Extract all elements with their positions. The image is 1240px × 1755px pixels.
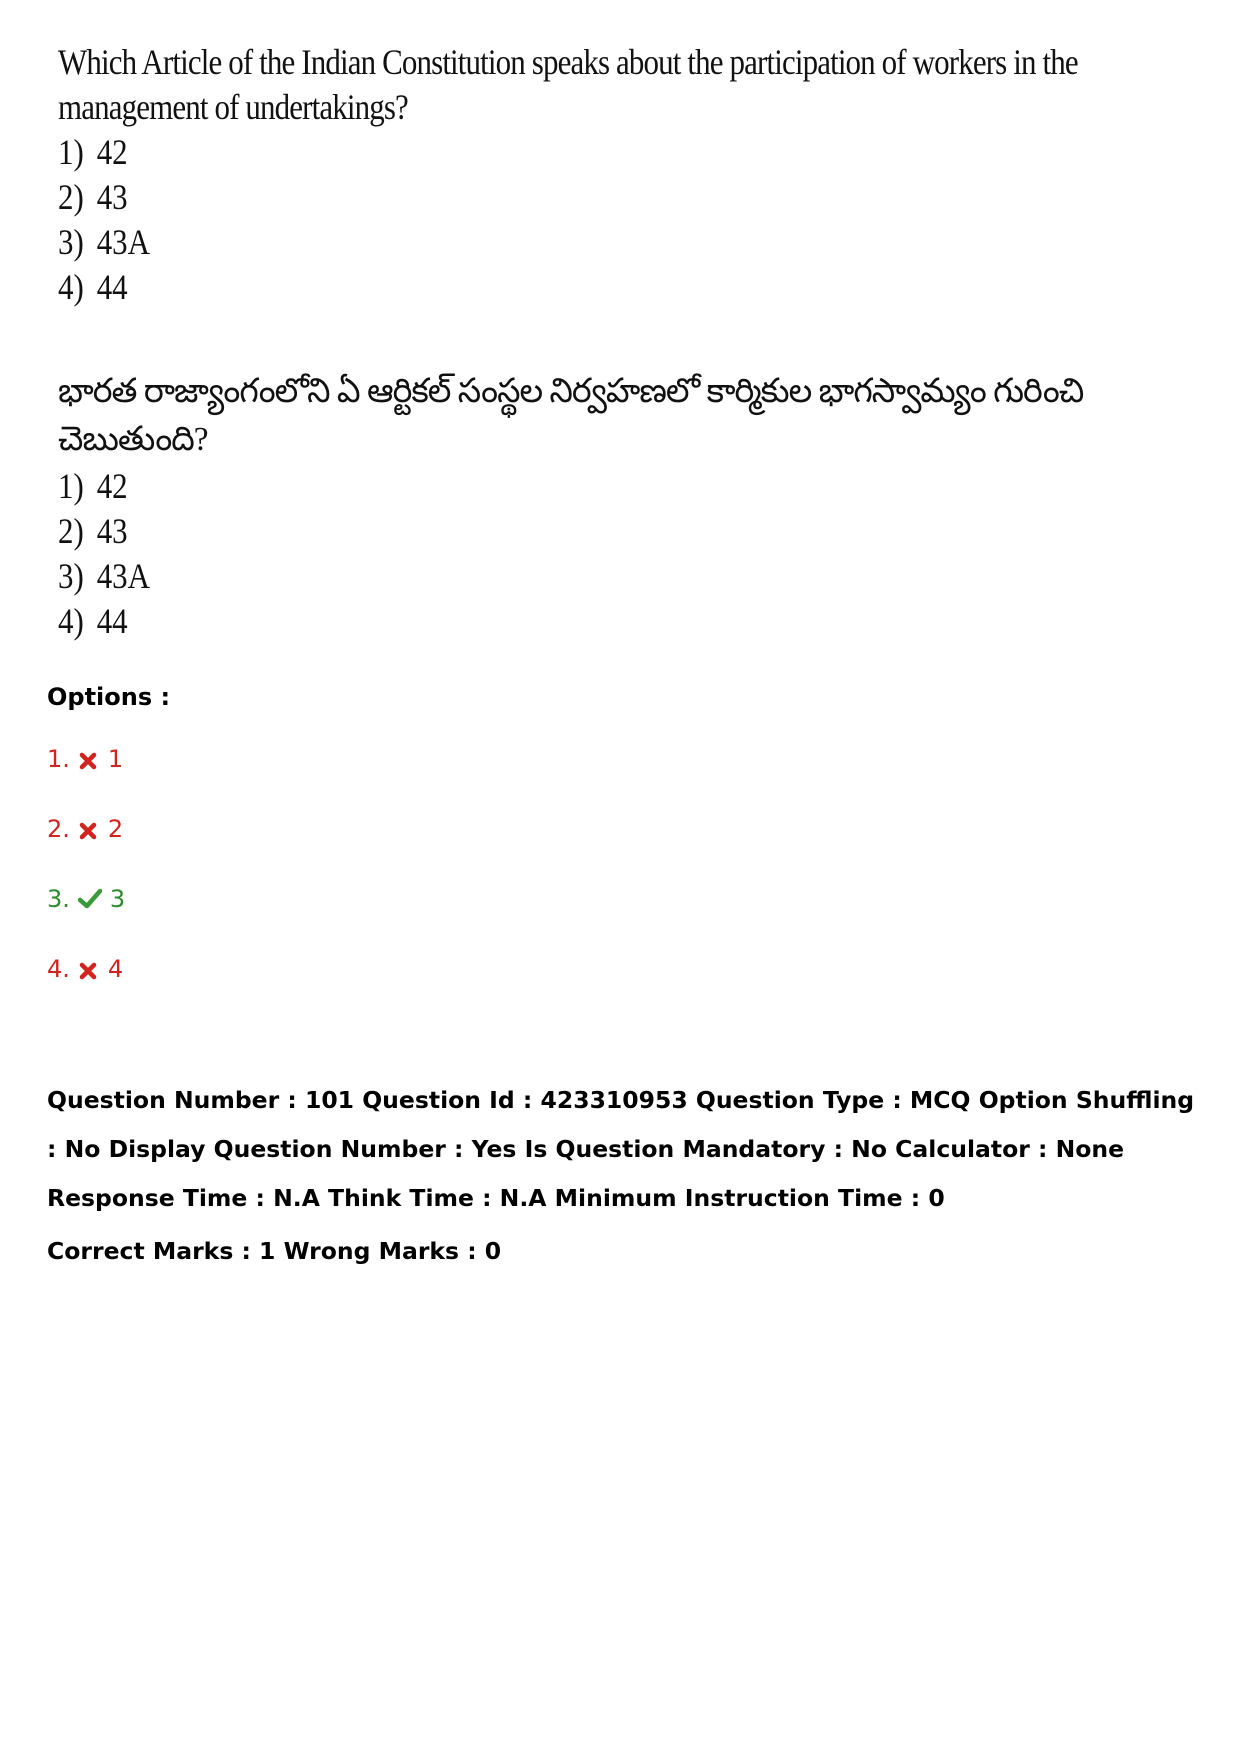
question-option (58, 175, 1078, 220)
answer-value: 2 (107, 815, 124, 843)
cross-icon (78, 817, 98, 841)
option-text: 43 (96, 177, 128, 217)
option-text: 42 (96, 132, 128, 172)
answer-value: 3 (109, 885, 126, 913)
question-option (58, 554, 958, 599)
option-text: 42 (96, 466, 128, 506)
option-number: 1) (58, 466, 84, 506)
check-icon (78, 887, 102, 911)
question-telugu (58, 368, 1104, 644)
question-english (58, 40, 1240, 310)
question-option (58, 130, 1078, 175)
question-option (58, 599, 958, 644)
question-stem-line: management of undertakings? (58, 87, 408, 127)
question-option (58, 509, 958, 554)
question-stem-line: Which Article of the Indian Constitution speaks about the participation of workers in the (58, 42, 1078, 82)
answer-value: 4 (107, 955, 124, 983)
answer-option-3 (47, 885, 125, 955)
option-number: 4) (58, 601, 84, 641)
question-option (58, 464, 958, 509)
answer-number: 3. (47, 885, 70, 913)
option-text: 44 (96, 267, 128, 307)
answer-number: 4. (47, 955, 70, 983)
option-number: 2) (58, 511, 84, 551)
option-text: 43A (96, 222, 151, 262)
answer-number: 1. (47, 745, 70, 773)
question-stem-line: చెబుతుంది? (58, 421, 208, 458)
option-number: 3) (58, 556, 84, 596)
marks-info: Correct Marks : 1 Wrong Marks : 0 (47, 1237, 502, 1265)
answer-value: 1 (107, 745, 124, 773)
answer-number: 2. (47, 815, 70, 843)
options-heading: Options : (47, 683, 171, 711)
option-number: 1) (58, 132, 84, 172)
cross-icon (78, 957, 98, 981)
question-stem-line: భారత రాజ్యాంగంలోని ఏ ఆర్టికల్ సంస్థల నిర్వహణలో కార్మికుల భాగస్వామ్యం గురించి (58, 373, 1084, 410)
question-option (58, 220, 1078, 265)
option-text: 43 (96, 511, 128, 551)
answer-option-4 (47, 955, 125, 1025)
cross-icon (78, 747, 98, 771)
answer-option-1 (47, 745, 125, 815)
option-text: 44 (96, 601, 128, 641)
option-number: 4) (58, 267, 84, 307)
question-details: Question Number : 101 Question Id : 423310953 Question Type : MCQ Option Shuffling : No Display Question Number : Yes Is Question Mandatory : No Calculator : None Response Time : N.A Think Time : N.A Minimum Instruction Time : 0 (47, 1086, 1195, 1212)
option-number: 3) (58, 222, 84, 262)
answer-list (47, 745, 125, 1025)
option-text: 43A (96, 556, 151, 596)
option-number: 2) (58, 177, 84, 217)
answer-option-2 (47, 815, 125, 885)
question-metadata (47, 1076, 1207, 1276)
question-option (58, 265, 1078, 310)
